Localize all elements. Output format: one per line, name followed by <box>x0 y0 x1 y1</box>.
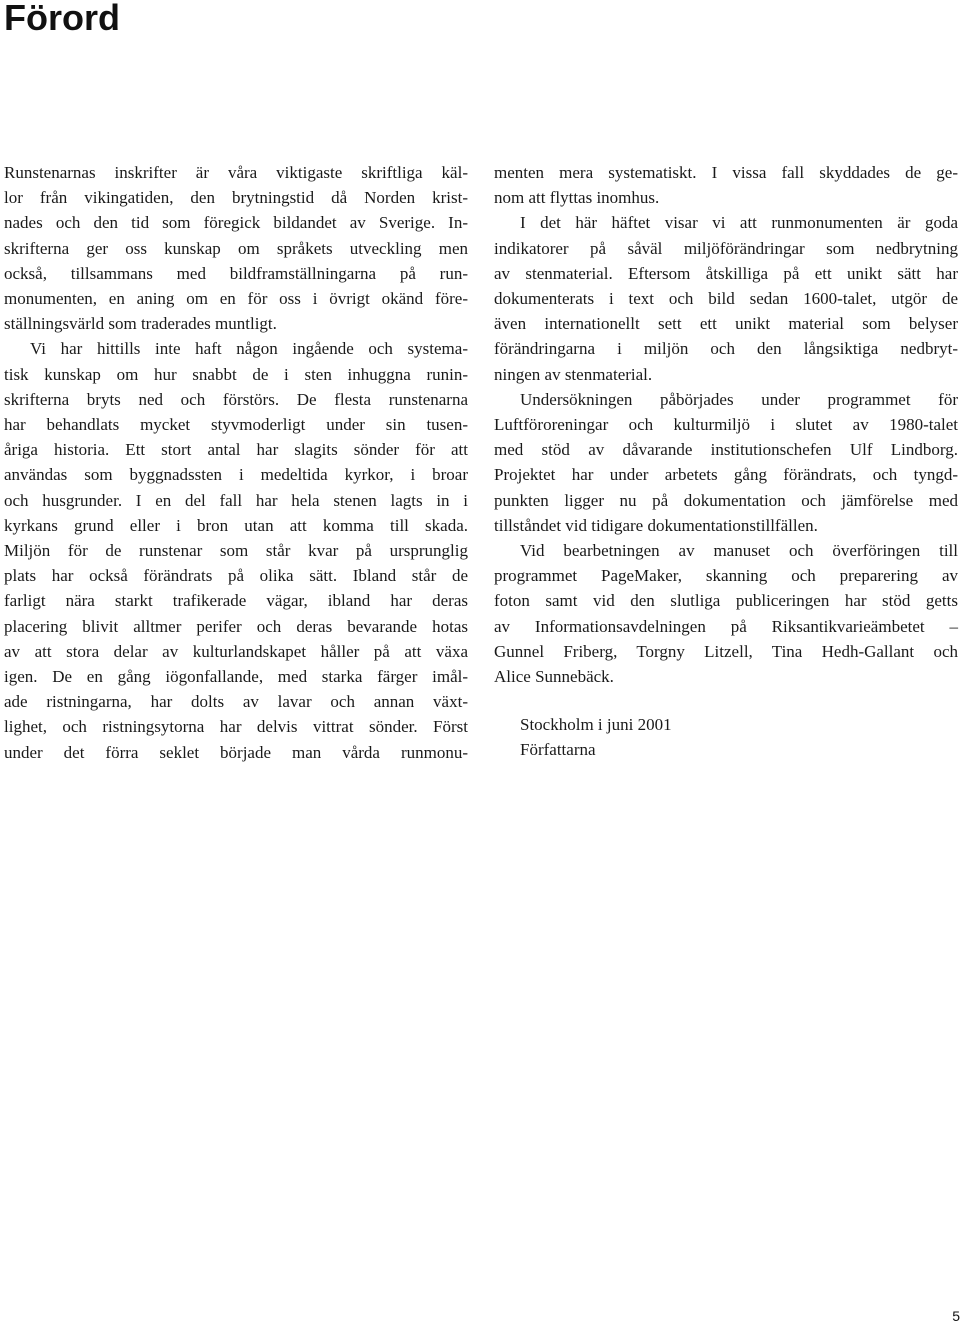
text-line: placering blivit alltmer perifer och deras bevarande hotas <box>4 616 468 636</box>
text-line: under det förra seklet började man vårda runmonu- <box>4 742 468 762</box>
text-line: Gunnel Friberg, Torgny Litzell, Tina Hedh-Gallant och <box>494 641 958 661</box>
text-line: förändringarna i miljön och den långsiktiga nedbryt- <box>494 339 958 359</box>
text-line: lighet, och ristningsytorna har delvis vittrat sönder. Först <box>4 717 468 737</box>
text-line: menten mera systematiskt. I vissa fall skyddades de ge- <box>494 163 958 182</box>
text-line: av att stora delar av kulturlandskapet håller på att växa <box>4 641 468 661</box>
text-line: har behandlats mycket styvmoderligt under sin tusen- <box>4 415 468 435</box>
text-line: Projektet har under arbetets gång förändrats, och tyngd- <box>494 465 958 485</box>
text-line: punkten ligger nu på dokumentation och jämförelse med <box>494 490 958 510</box>
text-line: Alice Sunnebäck. <box>494 667 614 687</box>
text-line: lor från vikingatiden, den brytningstid då Norden krist- <box>4 188 468 208</box>
text-line: kyrkans grund eller i bron utan att komma till skada. <box>4 515 468 535</box>
right-column <box>494 160 958 689</box>
text-line: nom att flyttas inomhus. <box>494 188 660 208</box>
text-line: och husgrunder. I en del fall har hela stenen lagts in i <box>4 490 468 510</box>
text-line: tisk kunskap om hur snabbt de i sten inhuggna runin- <box>4 364 468 384</box>
text-line: ade ristningarna, har dolts av lavar och annan växt- <box>4 692 468 712</box>
text-line: av stenmaterial. Eftersom åtskilliga på ett unikt sätt har <box>494 263 958 283</box>
text-line: även internationellt sett ett unikt material som belyser <box>494 314 958 334</box>
text-line: Miljön för de runstenar som står kvar på ursprunglig <box>4 541 468 561</box>
text-line: Luftföroreningar och kulturmiljö i slutet av 1980-talet <box>494 415 958 435</box>
text-line: igen. De en gång iögonfallande, med starka färger imål- <box>4 667 468 687</box>
text-line: också, tillsammans med bildframställningarna på run- <box>4 263 468 283</box>
text-line: åriga historia. Ett stort antal har slagits sönder för att <box>4 440 468 460</box>
text-line: av Informationsavdelningen på Riksantikvarieämbetet – <box>494 616 958 636</box>
text-line: Undersökningen påbörjades under programmet för <box>520 389 958 409</box>
text-line: tillståndet vid tidigare dokumentationstillfällen. <box>494 515 818 535</box>
left-column <box>4 160 468 765</box>
signature-authors: Författarna <box>520 740 596 760</box>
text-line: monumenten, en aning om en för oss i övrigt okänd före- <box>4 289 468 309</box>
page-title: Förord <box>4 0 120 38</box>
text-line: ställningsvärld som traderades muntligt. <box>4 314 277 334</box>
signature-place-date: Stockholm i juni 2001 <box>520 715 672 734</box>
signature <box>520 712 672 762</box>
text-line: I det här häftet visar vi att runmonumenten är goda <box>520 213 958 233</box>
text-line: ningen av stenmaterial. <box>494 364 653 384</box>
text-line: Vid bearbetningen av manuset och överföringen till <box>520 541 958 561</box>
text-line: indikatorer på såväl miljöförändringar som nedbrytning <box>494 238 958 258</box>
text-line: farligt nära starkt trafikerade vägar, ibland har deras <box>4 591 468 611</box>
text-line: med stöd av dåvarande institutionschefen Ulf Lindborg. <box>494 440 958 460</box>
text-line: programmet PageMaker, skanning och preparering av <box>494 566 958 586</box>
text-line: plats har också förändrats på olika sätt. Ibland står de <box>4 566 468 586</box>
text-line: nades och den tid som föregick bildandet av Sverige. In- <box>4 213 468 233</box>
text-line: skrifterna ger oss kunskap om språkets utveckling men <box>4 238 468 258</box>
text-line: Runstenarnas inskrifter är våra viktigaste skriftliga käl- <box>4 163 468 182</box>
text-line: foton samt vid den slutliga publiceringen har stöd getts <box>494 591 958 611</box>
text-line: dokumenterats i text och bild sedan 1600-talet, utgör de <box>494 289 958 309</box>
text-line: skrifterna bryts ned och förstörs. De flesta runstenarna <box>4 389 468 409</box>
page-number: 5 <box>952 1308 960 1324</box>
text-line: användas som byggnadssten i medeltida kyrkor, i broar <box>4 465 468 485</box>
text-line: Vi har hittills inte haft någon ingående och systema- <box>30 339 468 359</box>
